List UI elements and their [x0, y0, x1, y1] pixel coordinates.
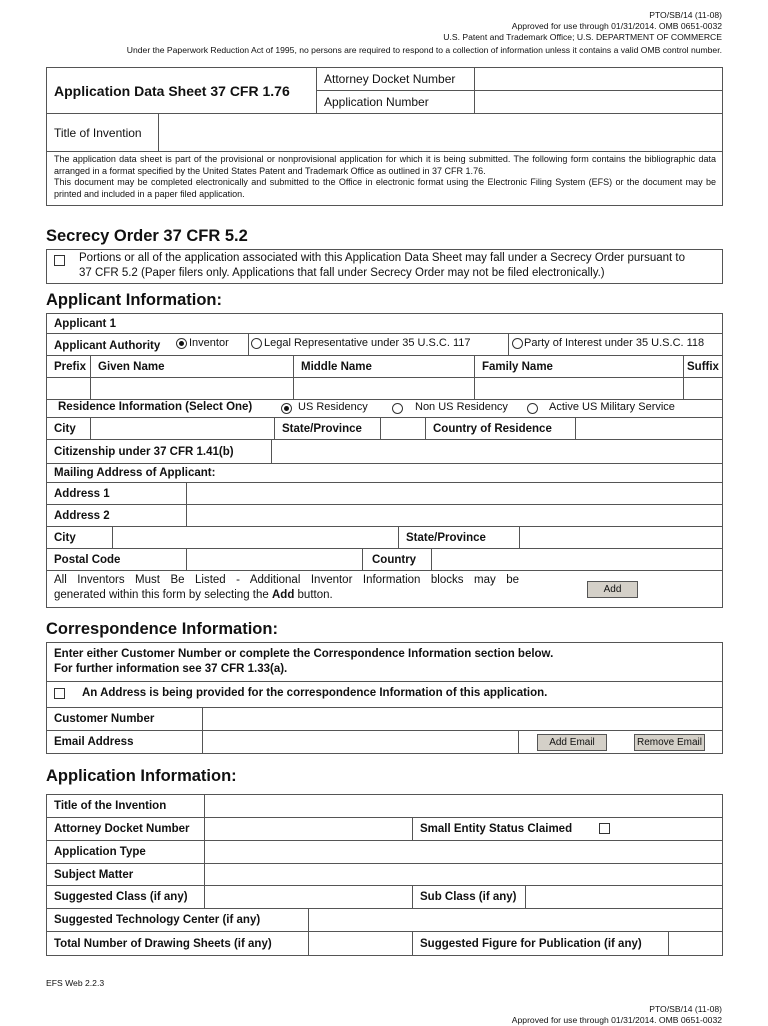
country-of-residence-label: Country of Residence	[433, 422, 552, 435]
secrecy-checkbox[interactable]	[54, 255, 65, 266]
postal-code-label: Postal Code	[54, 553, 121, 566]
mailing-state-field[interactable]	[520, 527, 722, 548]
app-docket-label: Attorney Docket Number	[54, 823, 190, 835]
residence-label: Residence Information (Select One)	[58, 401, 253, 413]
add-inventor-button[interactable]: Add	[587, 581, 638, 598]
subject-matter-field[interactable]	[205, 864, 722, 885]
attorney-docket-label: Attorney Docket Number	[324, 72, 456, 86]
middle-name-field[interactable]	[294, 378, 474, 399]
title-of-invention-label: Title of Invention	[54, 125, 142, 140]
family-name-label: Family Name	[482, 360, 553, 373]
citizenship-label: Citizenship under 37 CFR 1.41(b)	[54, 445, 234, 458]
note-text-a: generated within this form by selecting the	[54, 589, 272, 601]
residence-city-label: City	[54, 422, 76, 435]
secrecy-line-1: Portions or all of the application associated with this Application Data Sheet may fall under a Secrecy Order pursuant to	[79, 252, 685, 264]
invention-title-label: Title of the Invention	[54, 800, 167, 812]
authority-inventor-label: Inventor	[189, 337, 229, 349]
ads-title: Application Data Sheet 37 CFR 1.76	[54, 82, 290, 99]
drawing-sheets-field[interactable]	[309, 932, 412, 955]
address-2-field[interactable]	[187, 505, 722, 526]
mailing-city-field[interactable]	[113, 527, 398, 548]
residence-city-field[interactable]	[91, 418, 274, 439]
small-entity-checkbox[interactable]	[599, 823, 610, 834]
suggested-figure-label: Suggested Figure for Publication (if any)	[420, 937, 642, 950]
application-heading: Application Information:	[46, 767, 237, 785]
correspondence-intro-line-2: For further information see 37 CFR 1.33(a).	[54, 662, 288, 675]
given-name-field[interactable]	[91, 378, 293, 399]
applicant-heading: Applicant Information:	[46, 291, 222, 309]
secrecy-heading: Secrecy Order 37 CFR 5.2	[46, 227, 248, 245]
family-name-field[interactable]	[475, 378, 683, 399]
suffix-field[interactable]	[684, 378, 722, 399]
correspondence-address-label: An Address is being provided for the correspondence Information of this application.	[82, 687, 548, 699]
application-type-field[interactable]	[205, 841, 722, 863]
suggested-class-field[interactable]	[205, 886, 412, 908]
country-label: Country	[372, 553, 417, 566]
us-residency-radio[interactable]	[281, 403, 292, 414]
correspondence-intro-line-1: Enter either Customer Number or complete the Correspondence Information section below.	[54, 648, 554, 660]
form-id: PTO/SB/14 (11-08)	[649, 10, 722, 20]
add-email-button[interactable]: Add Email	[537, 734, 607, 751]
country-of-residence-field[interactable]	[576, 418, 722, 439]
customer-number-label: Customer Number	[54, 713, 155, 725]
application-number-field[interactable]	[475, 91, 722, 113]
applicant-1-label: Applicant 1	[54, 317, 116, 330]
application-number-label: Application Number	[324, 95, 429, 109]
middle-name-label: Middle Name	[301, 360, 372, 373]
given-name-label: Given Name	[98, 360, 165, 373]
prefix-label: Prefix	[54, 360, 86, 373]
secrecy-line-2: 37 CFR 5.2 (Paper filers only. Applications that fall under Secrecy Order may not be filed electronically.)	[79, 267, 605, 279]
us-residency-label: US Residency	[298, 401, 368, 413]
app-docket-field[interactable]	[205, 818, 412, 840]
correspondence-intro	[54, 647, 553, 676]
footer-header	[512, 1004, 722, 1026]
subject-matter-label: Subject Matter	[54, 868, 134, 881]
prefix-field[interactable]	[47, 378, 90, 399]
authority-party-interest-label: Party of Interest under 35 U.S.C. 118	[524, 337, 705, 349]
suggested-class-label: Suggested Class (if any)	[54, 891, 188, 903]
correspondence-address-checkbox[interactable]	[54, 688, 65, 699]
form-header	[443, 10, 722, 43]
suggested-figure-field[interactable]	[669, 932, 722, 955]
mailing-city-label: City	[54, 531, 76, 544]
residence-state-label: State/Province	[282, 422, 362, 435]
address-1-field[interactable]	[187, 483, 722, 504]
approval-text: Approved for use through 01/31/2014. OMB 0651-0032	[511, 21, 722, 31]
agency-text: U.S. Patent and Trademark Office; U.S. DEPARTMENT OF COMMERCE	[443, 32, 722, 42]
tech-center-field[interactable]	[309, 909, 722, 931]
note-text-add: Add	[271, 589, 295, 601]
country-field[interactable]	[432, 549, 722, 570]
efs-version: EFS Web 2.2.3	[46, 978, 105, 988]
authority-legal-rep-label: Legal Representative under 35 U.S.C. 117	[264, 337, 471, 349]
authority-inventor-radio[interactable]	[176, 338, 187, 349]
ads-intro-para-1: The application data sheet is part of the provisional or nonprovisional application for which it is being submitted. The following form contains the bibliographic data arranged in a format specified by the United States Patent and Trademark Office as outlined in 37 CFR 1.76.	[54, 154, 716, 176]
small-entity-label: Small Entity Status Claimed	[420, 823, 573, 835]
non-us-residency-label: Non US Residency	[415, 401, 508, 413]
applicant-authority-label: Applicant Authority	[54, 340, 161, 352]
postal-code-field[interactable]	[187, 549, 362, 570]
secrecy-text	[79, 251, 685, 281]
paperwork-notice: Under the Paperwork Reduction Act of 1995, no persons are required to respond to a collection of information unless it contains a valid OMB control number.	[126, 45, 722, 55]
military-service-label: Active US Military Service	[549, 401, 675, 413]
residence-state-field[interactable]	[381, 418, 425, 439]
add-inventor-note	[54, 573, 519, 603]
note-text-c: button.	[294, 589, 333, 601]
authority-party-interest-radio[interactable]	[512, 338, 523, 349]
remove-email-button[interactable]: Remove Email	[634, 734, 705, 751]
footer-approval: Approved for use through 01/31/2014. OMB 0651-0032	[511, 1015, 722, 1025]
correspondence-heading: Correspondence Information:	[46, 620, 278, 638]
military-service-radio[interactable]	[527, 403, 538, 414]
ads-intro-para-2: This document may be completed electronically and submitted to the Office in electronic format using the Electronic Filing System (EFS) or the document may be printed and included in a paper filed application.	[54, 177, 716, 199]
address-2-label: Address 2	[54, 509, 110, 522]
mailing-state-label: State/Province	[406, 531, 486, 544]
citizenship-field[interactable]	[272, 440, 722, 463]
customer-number-field[interactable]	[203, 708, 722, 730]
sub-class-label: Sub Class (if any)	[420, 891, 517, 903]
non-us-residency-radio[interactable]	[392, 403, 403, 414]
ads-intro	[54, 154, 716, 200]
footer-form-id: PTO/SB/14 (11-08)	[649, 1004, 722, 1014]
application-type-label: Application Type	[54, 846, 146, 858]
add-inventor-note-line-2	[54, 588, 519, 603]
add-inventor-note-line-1: All Inventors Must Be Listed - Additional Inventor Information blocks may be	[54, 574, 519, 586]
title-of-invention-field[interactable]	[159, 114, 722, 151]
drawing-sheets-label: Total Number of Drawing Sheets (if any)	[54, 937, 272, 950]
address-1-label: Address 1	[54, 487, 110, 500]
authority-legal-rep-radio[interactable]	[251, 338, 262, 349]
sub-class-field[interactable]	[526, 886, 722, 908]
tech-center-label: Suggested Technology Center (if any)	[54, 914, 261, 926]
suffix-label: Suffix	[687, 360, 719, 373]
mailing-address-label: Mailing Address of Applicant:	[54, 467, 216, 479]
email-address-label: Email Address	[54, 736, 134, 748]
attorney-docket-field[interactable]	[475, 68, 722, 90]
email-address-field[interactable]	[203, 731, 518, 753]
invention-title-field[interactable]	[205, 795, 722, 817]
